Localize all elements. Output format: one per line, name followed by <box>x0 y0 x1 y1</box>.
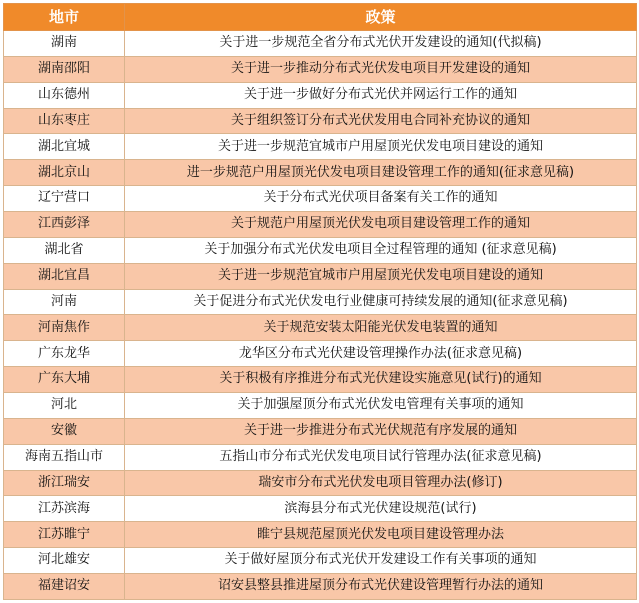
region-cell: 湖北京山 <box>4 160 125 186</box>
table-row <box>4 56 637 82</box>
policy-cell: 龙华区分布式光伏建设管理操作办法(征求意见稿) <box>125 341 637 367</box>
table-row <box>4 470 637 496</box>
policy-cell: 进一步规范户用屋顶光伏发电项目建设管理工作的通知(征求意见稿) <box>125 160 637 186</box>
table-header <box>4 4 637 31</box>
region-cell: 广东大埔 <box>4 367 125 393</box>
table-row <box>4 496 637 522</box>
table-row <box>4 418 637 444</box>
table-row <box>4 522 637 548</box>
region-cell: 河南 <box>4 289 125 315</box>
policy-cell: 诏安县整县推进屋顶分布式光伏建设管理暂行办法的通知 <box>125 574 637 600</box>
policy-table <box>3 3 637 600</box>
region-cell: 江西彭泽 <box>4 212 125 238</box>
table-row <box>4 393 637 419</box>
policy-cell: 关于规范安装太阳能光伏发电装置的通知 <box>125 315 637 341</box>
policy-cell: 瑞安市分布式光伏发电项目管理办法(修订) <box>125 470 637 496</box>
region-cell: 湖北宜城 <box>4 134 125 160</box>
region-cell: 广东龙华 <box>4 341 125 367</box>
region-cell: 湖北宜昌 <box>4 263 125 289</box>
header-row <box>4 4 637 31</box>
region-cell: 福建诏安 <box>4 574 125 600</box>
table-row <box>4 548 637 574</box>
policy-cell: 关于促进分布式光伏发电行业健康可持续发展的通知(征求意见稿) <box>125 289 637 315</box>
policy-cell: 关于加强屋顶分布式光伏发电管理有关事项的通知 <box>125 393 637 419</box>
region-cell: 湖北省 <box>4 237 125 263</box>
region-cell: 安徽 <box>4 418 125 444</box>
policy-cell: 睢宁县规范屋顶光伏发电项目建设管理办法 <box>125 522 637 548</box>
policy-cell: 关于积极有序推进分布式光伏建设实施意见(试行)的通知 <box>125 367 637 393</box>
region-cell: 海南五指山市 <box>4 444 125 470</box>
policy-cell: 关于规范户用屋顶光伏发电项目建设管理工作的通知 <box>125 212 637 238</box>
region-cell: 河北雄安 <box>4 548 125 574</box>
region-cell: 山东枣庄 <box>4 108 125 134</box>
table-body <box>4 31 637 600</box>
policy-table-container <box>3 3 636 600</box>
table-row <box>4 289 637 315</box>
region-cell: 河北 <box>4 393 125 419</box>
policy-cell: 关于分布式光伏项目备案有关工作的通知 <box>125 186 637 212</box>
table-row <box>4 212 637 238</box>
policy-cell: 关于加强分布式光伏发电项目全过程管理的通知 (征求意见稿) <box>125 237 637 263</box>
policy-cell: 滨海县分布式光伏建设规范(试行) <box>125 496 637 522</box>
table-row <box>4 315 637 341</box>
header-policy: 政策 <box>125 4 637 31</box>
table-row <box>4 574 637 600</box>
region-cell: 湖南 <box>4 31 125 57</box>
table-row <box>4 367 637 393</box>
header-region: 地市 <box>4 4 125 31</box>
table-row <box>4 341 637 367</box>
policy-cell: 关于进一步推进分布式光伏规范有序发展的通知 <box>125 418 637 444</box>
table-row <box>4 31 637 57</box>
policy-cell: 关于进一步做好分布式光伏并网运行工作的通知 <box>125 82 637 108</box>
table-row <box>4 237 637 263</box>
policy-cell: 五指山市分布式光伏发电项目试行管理办法(征求意见稿) <box>125 444 637 470</box>
region-cell: 湖南邵阳 <box>4 56 125 82</box>
region-cell: 江苏睢宁 <box>4 522 125 548</box>
region-cell: 浙江瑞安 <box>4 470 125 496</box>
table-row <box>4 82 637 108</box>
policy-cell: 关于进一步规范宜城市户用屋顶光伏发电项目建设的通知 <box>125 263 637 289</box>
region-cell: 山东德州 <box>4 82 125 108</box>
policy-cell: 关于进一步推动分布式光伏发电项目开发建设的通知 <box>125 56 637 82</box>
table-row <box>4 134 637 160</box>
table-row <box>4 444 637 470</box>
policy-cell: 关于进一步规范宜城市户用屋顶光伏发电项目建设的通知 <box>125 134 637 160</box>
policy-cell: 关于进一步规范全省分布式光伏开发建设的通知(代拟稿) <box>125 31 637 57</box>
table-row <box>4 263 637 289</box>
policy-cell: 关于做好屋顶分布式光伏开发建设工作有关事项的通知 <box>125 548 637 574</box>
table-row <box>4 108 637 134</box>
table-row <box>4 186 637 212</box>
region-cell: 辽宁营口 <box>4 186 125 212</box>
region-cell: 江苏滨海 <box>4 496 125 522</box>
table-row <box>4 160 637 186</box>
region-cell: 河南焦作 <box>4 315 125 341</box>
policy-cell: 关于组织签订分布式光伏发用电合同补充协议的通知 <box>125 108 637 134</box>
